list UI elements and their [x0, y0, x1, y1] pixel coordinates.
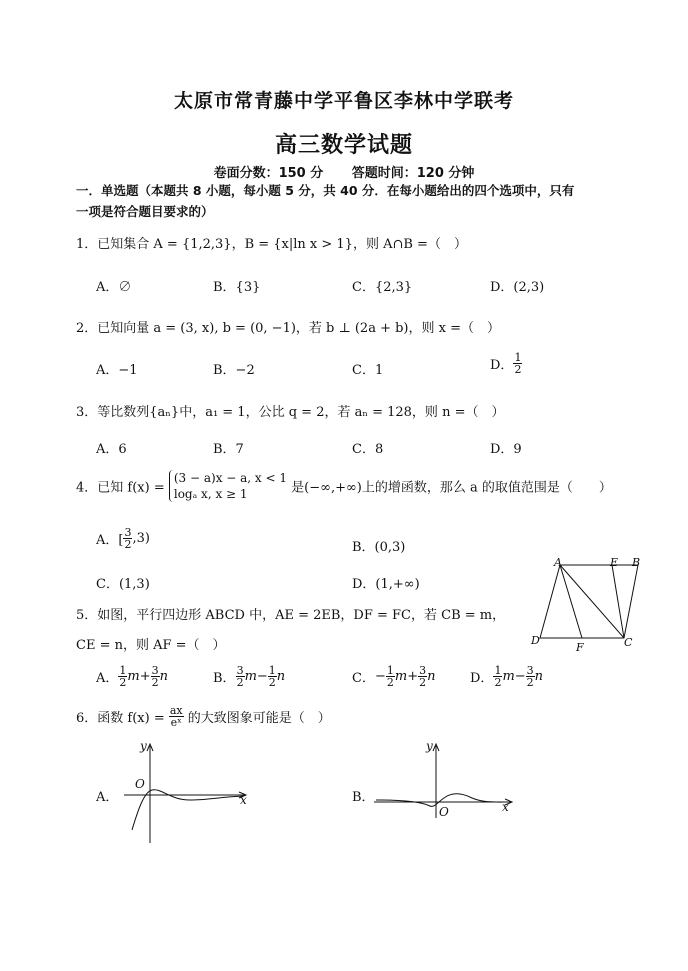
graph-a-curve	[132, 790, 244, 830]
q5-opt-frac1	[236, 665, 245, 688]
frac1-num: 1	[386, 664, 394, 677]
frac2-den: 2	[151, 676, 159, 689]
frac1-den: 2	[119, 676, 127, 689]
q2-option-d-label: D．	[490, 358, 514, 373]
q5-opt-var1: m	[244, 669, 257, 684]
q1-option-c: C．{2,3}	[352, 280, 413, 295]
frac1-num: 1	[119, 664, 127, 677]
q5-opt-label: A．	[96, 671, 119, 686]
q5-opt-var1: m	[127, 669, 140, 684]
q5-opt-var2: n	[427, 669, 436, 684]
q4-a-numerator: 3	[124, 526, 132, 539]
q4-a-denominator: 2	[124, 538, 132, 551]
q1-option-a: A．∅	[96, 280, 132, 295]
q4-option-a	[96, 527, 150, 550]
frac1-den: 2	[494, 676, 502, 689]
q2-option-d	[490, 352, 522, 375]
q5-opt-sign: −	[374, 669, 386, 684]
q6-option-a-label: A．	[96, 790, 119, 805]
question-2-stem: 2．已知向量 a = (3, x), b = (0, −1)，若 b ⊥ (2a + b)，则 x =（ ）	[76, 321, 500, 336]
frac1-den: 2	[236, 676, 244, 689]
parallelogram-figure	[528, 556, 648, 654]
q2-d-numerator: 1	[514, 351, 522, 364]
q2-option-c: C．1	[352, 363, 384, 378]
question-4-stem	[76, 470, 612, 502]
q5-opt-var1: m	[394, 669, 408, 684]
q5-opt-operator: −	[256, 669, 268, 684]
label-C: C	[624, 636, 633, 649]
graph-b-x-label: x	[502, 800, 509, 814]
q5-option-c	[352, 665, 435, 688]
frac2-den: 2	[526, 676, 534, 689]
q6-denominator: eˣ	[170, 716, 182, 729]
frac1-num: 1	[494, 664, 502, 677]
frac2-den: 2	[268, 676, 276, 689]
q4-option-d: D．(1,+∞)	[352, 577, 420, 592]
q4-case-1: (3 − a)x − a, x < 1	[173, 471, 288, 485]
label-D: D	[531, 634, 540, 647]
label-F: F	[576, 641, 584, 654]
question-5-line1: 5．如图，平行四边形 ABCD 中，AE = 2EB，DF = FC，若 CB = m，	[76, 608, 506, 623]
score-info: 卷面分数：150 分	[213, 166, 324, 181]
frac2-num: 1	[268, 664, 276, 677]
q5-opt-var1: m	[502, 669, 515, 684]
section-heading-line1: 一．单选题（本题共 8 小题，每小题 5 分，共 40 分．在每小题给出的四个选项中，只有	[76, 183, 575, 198]
q4-case-2: logₐ x, x ≥ 1	[173, 487, 248, 501]
q1-option-b: B．{3}	[213, 280, 261, 295]
question-5-line2: CE = n，则 AF =（ ）	[76, 638, 226, 653]
q2-d-denominator: 2	[514, 363, 522, 376]
q4-a-suffix: ,3)	[132, 531, 150, 546]
q5-opt-var2: n	[159, 669, 168, 684]
frac2-num: 3	[419, 664, 427, 677]
q4-piecewise	[169, 470, 287, 502]
frac2-num: 3	[151, 664, 159, 677]
q6-option-b-label: B．	[352, 790, 375, 805]
q3-option-d: D．9	[490, 442, 522, 457]
q5-opt-operator: −	[514, 669, 526, 684]
q2-option-b: B．−2	[213, 363, 255, 378]
graph-b-y-label: y	[426, 740, 433, 753]
q5-option-b	[213, 665, 285, 688]
q3-option-c: C．8	[352, 442, 384, 457]
time-info: 答题时间：120 分钟	[351, 166, 475, 181]
q5-opt-frac2	[526, 665, 535, 688]
label-B: B	[632, 556, 641, 569]
q5-opt-var2: n	[276, 669, 286, 684]
q4-stem-suffix: 是(−∞,+∞)上的增函数，那么 a 的取值范围是（ ）	[291, 480, 612, 496]
q6-numerator: ax	[169, 704, 183, 717]
q4-stem-prefix: 4．已知 f(x) =	[76, 480, 165, 496]
q5-opt-label: D．	[470, 671, 494, 686]
q4-option-c: C．(1,3)	[96, 577, 150, 592]
q5-opt-frac2	[151, 665, 160, 688]
question-1-stem: 1．已知集合 A = {1,2,3}，B = {x|ln x > 1}，则 A∩B =（ ）	[76, 237, 467, 252]
q5-opt-operator: +	[139, 669, 151, 684]
graph-a-x-label: x	[240, 793, 247, 807]
frac1-num: 3	[236, 664, 244, 677]
q5-opt-frac1	[386, 665, 395, 688]
q6-graph-a	[120, 740, 255, 845]
q5-opt-var2: n	[534, 669, 544, 684]
q1-option-d: D．(2,3)	[490, 280, 545, 295]
q5-opt-frac2	[418, 665, 427, 688]
q6-stem-suffix: 的大致图象可能是（ ）	[187, 711, 331, 726]
question-6-stem	[76, 705, 331, 728]
q5-opt-operator: +	[407, 669, 419, 684]
frac2-num: 3	[526, 664, 534, 677]
q6-fraction	[169, 705, 184, 728]
q3-option-b: B．7	[213, 442, 244, 457]
graph-a-origin: O	[135, 777, 145, 791]
q6-stem-prefix: 6．函数 f(x) =	[76, 711, 165, 726]
frac1-den: 2	[386, 676, 394, 689]
q5-opt-label: C．	[352, 671, 375, 686]
label-E: E	[610, 556, 619, 569]
question-3-stem: 3．等比数列{aₙ}中，a₁ = 1，公比 q = 2，若 aₙ = 128，则 n =（ ）	[76, 405, 505, 420]
q2-option-a: A．−1	[96, 363, 138, 378]
q3-option-a: A．6	[96, 442, 127, 457]
q5-option-a	[96, 665, 168, 688]
section-heading-line2: 一项是符合题目要求的）	[76, 204, 214, 219]
exam-info	[0, 162, 688, 181]
graph-b-origin: O	[439, 805, 449, 819]
school-name: 太原市常青藤中学平鲁区李林中学联考	[173, 90, 514, 112]
q2-option-d-fraction	[513, 352, 522, 375]
q4-option-b: B．(0,3)	[352, 540, 406, 555]
q5-option-d	[470, 665, 543, 688]
graph-a-y-label: y	[140, 740, 147, 753]
exam-title: 高三数学试题	[274, 133, 413, 158]
q6-graph-b	[372, 740, 517, 820]
label-A: A	[554, 556, 562, 569]
q4-a-prefix: A．[	[96, 533, 124, 548]
frac2-den: 2	[419, 676, 427, 689]
q5-opt-label: B．	[213, 671, 236, 686]
q5-opt-frac2	[268, 665, 277, 688]
